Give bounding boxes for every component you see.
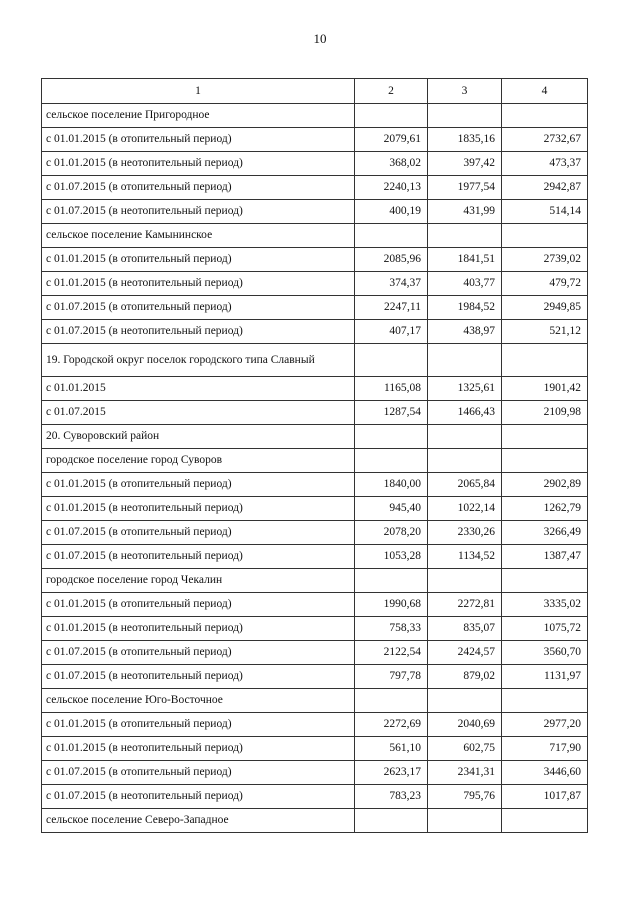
- section-label: городское поселение город Чекалин: [42, 569, 355, 593]
- value-cell-col3: 1835,16: [428, 128, 502, 152]
- value-cell-col2: 2272,69: [355, 713, 428, 737]
- table-row: [42, 761, 588, 785]
- empty-cell: [355, 224, 428, 248]
- table-row: [42, 713, 588, 737]
- value-cell-col2: 374,37: [355, 272, 428, 296]
- empty-cell: [502, 449, 588, 473]
- value-cell-col2: 1990,68: [355, 593, 428, 617]
- table-row: [42, 152, 588, 176]
- value-cell-col3: 1325,61: [428, 377, 502, 401]
- value-cell-col3: 795,76: [428, 785, 502, 809]
- table-header-row: [42, 79, 588, 104]
- value-cell-col4: 3560,70: [502, 641, 588, 665]
- row-label: с 01.01.2015 (в неотопительный период): [42, 497, 355, 521]
- value-cell-col4: 514,14: [502, 200, 588, 224]
- table-row: [42, 248, 588, 272]
- column-header: 1: [42, 79, 355, 104]
- value-cell-col4: 1017,87: [502, 785, 588, 809]
- column-header: 2: [355, 79, 428, 104]
- row-label: с 01.07.2015 (в неотопительный период): [42, 200, 355, 224]
- value-cell-col3: 2272,81: [428, 593, 502, 617]
- empty-cell: [428, 344, 502, 377]
- value-cell-col3: 2040,69: [428, 713, 502, 737]
- value-cell-col2: 368,02: [355, 152, 428, 176]
- row-label: с 01.01.2015: [42, 377, 355, 401]
- row-label: с 01.07.2015 (в отопительный период): [42, 296, 355, 320]
- table-section-row: [42, 449, 588, 473]
- empty-cell: [502, 224, 588, 248]
- section-label: 20. Суворовский район: [42, 425, 355, 449]
- value-cell-col2: 945,40: [355, 497, 428, 521]
- value-cell-col4: 479,72: [502, 272, 588, 296]
- table-row: [42, 401, 588, 425]
- table-section-row: [42, 425, 588, 449]
- table-row: [42, 737, 588, 761]
- table-body: [42, 79, 588, 833]
- value-cell-col2: 783,23: [355, 785, 428, 809]
- value-cell-col3: 835,07: [428, 617, 502, 641]
- value-cell-col4: 1387,47: [502, 545, 588, 569]
- table-row: [42, 128, 588, 152]
- table-row: [42, 617, 588, 641]
- table-row: [42, 473, 588, 497]
- value-cell-col4: 3335,02: [502, 593, 588, 617]
- empty-cell: [355, 449, 428, 473]
- value-cell-col3: 2341,31: [428, 761, 502, 785]
- empty-cell: [355, 809, 428, 833]
- value-cell-col3: 1977,54: [428, 176, 502, 200]
- table-section-row: [42, 689, 588, 713]
- column-header: 3: [428, 79, 502, 104]
- empty-cell: [428, 569, 502, 593]
- row-label: с 01.07.2015 (в отопительный период): [42, 521, 355, 545]
- value-cell-col2: 407,17: [355, 320, 428, 344]
- section-label: сельское поселение Юго-Восточное: [42, 689, 355, 713]
- value-cell-col4: 2109,98: [502, 401, 588, 425]
- row-label: с 01.01.2015 (в неотопительный период): [42, 737, 355, 761]
- table-row: [42, 296, 588, 320]
- empty-cell: [428, 224, 502, 248]
- tariff-table: [41, 78, 588, 833]
- row-label: с 01.07.2015 (в неотопительный период): [42, 545, 355, 569]
- table-row: [42, 320, 588, 344]
- value-cell-col4: 2949,85: [502, 296, 588, 320]
- empty-cell: [428, 689, 502, 713]
- table-row: [42, 641, 588, 665]
- value-cell-col4: 2732,67: [502, 128, 588, 152]
- table-row: [42, 497, 588, 521]
- empty-cell: [355, 689, 428, 713]
- row-label: с 01.07.2015 (в неотопительный период): [42, 665, 355, 689]
- value-cell-col2: 758,33: [355, 617, 428, 641]
- row-label: с 01.01.2015 (в отопительный период): [42, 593, 355, 617]
- value-cell-col4: 2942,87: [502, 176, 588, 200]
- section-label: сельское поселение Северо-Западное: [42, 809, 355, 833]
- table-section-row: [42, 809, 588, 833]
- value-cell-col4: 1131,97: [502, 665, 588, 689]
- empty-cell: [355, 104, 428, 128]
- value-cell-col2: 1840,00: [355, 473, 428, 497]
- empty-cell: [355, 425, 428, 449]
- section-label: сельское поселение Пригородное: [42, 104, 355, 128]
- value-cell-col2: 2240,13: [355, 176, 428, 200]
- empty-cell: [502, 689, 588, 713]
- value-cell-col4: 473,37: [502, 152, 588, 176]
- value-cell-col4: 3266,49: [502, 521, 588, 545]
- value-cell-col2: 2079,61: [355, 128, 428, 152]
- empty-cell: [502, 104, 588, 128]
- empty-cell: [355, 344, 428, 377]
- row-label: с 01.01.2015 (в отопительный период): [42, 128, 355, 152]
- row-label: с 01.01.2015 (в отопительный период): [42, 713, 355, 737]
- value-cell-col2: 2085,96: [355, 248, 428, 272]
- value-cell-col4: 1262,79: [502, 497, 588, 521]
- value-cell-col2: 1287,54: [355, 401, 428, 425]
- section-label: городское поселение город Суворов: [42, 449, 355, 473]
- value-cell-col2: 1165,08: [355, 377, 428, 401]
- table-section-row: [42, 224, 588, 248]
- section-label: 19. Городской округ поселок городского типа Славный: [42, 344, 355, 377]
- page-number: 10: [313, 31, 327, 46]
- value-cell-col2: 561,10: [355, 737, 428, 761]
- empty-cell: [502, 809, 588, 833]
- value-cell-col3: 397,42: [428, 152, 502, 176]
- table-row: [42, 521, 588, 545]
- value-cell-col2: 797,78: [355, 665, 428, 689]
- value-cell-col2: 2623,17: [355, 761, 428, 785]
- value-cell-col3: 879,02: [428, 665, 502, 689]
- value-cell-col4: 1075,72: [502, 617, 588, 641]
- value-cell-col3: 1022,14: [428, 497, 502, 521]
- value-cell-col2: 400,19: [355, 200, 428, 224]
- value-cell-col2: 2122,54: [355, 641, 428, 665]
- empty-cell: [355, 569, 428, 593]
- row-label: с 01.07.2015 (в неотопительный период): [42, 320, 355, 344]
- value-cell-col2: 1053,28: [355, 545, 428, 569]
- row-label: с 01.01.2015 (в отопительный период): [42, 248, 355, 272]
- row-label: с 01.01.2015 (в неотопительный период): [42, 272, 355, 296]
- value-cell-col4: 2739,02: [502, 248, 588, 272]
- row-label: с 01.01.2015 (в неотопительный период): [42, 617, 355, 641]
- value-cell-col3: 1984,52: [428, 296, 502, 320]
- row-label: с 01.07.2015 (в отопительный период): [42, 761, 355, 785]
- value-cell-col3: 1466,43: [428, 401, 502, 425]
- value-cell-col3: 2065,84: [428, 473, 502, 497]
- value-cell-col2: 2247,11: [355, 296, 428, 320]
- value-cell-col3: 438,97: [428, 320, 502, 344]
- value-cell-col3: 1841,51: [428, 248, 502, 272]
- row-label: с 01.07.2015: [42, 401, 355, 425]
- value-cell-col4: 2977,20: [502, 713, 588, 737]
- table-row: [42, 665, 588, 689]
- table-row: [42, 176, 588, 200]
- table-section-row: [42, 344, 588, 377]
- value-cell-col4: 521,12: [502, 320, 588, 344]
- empty-cell: [428, 104, 502, 128]
- table-section-row: [42, 104, 588, 128]
- row-label: с 01.01.2015 (в неотопительный период): [42, 152, 355, 176]
- row-label: с 01.07.2015 (в неотопительный период): [42, 785, 355, 809]
- row-label: с 01.07.2015 (в отопительный период): [42, 176, 355, 200]
- value-cell-col4: 2902,89: [502, 473, 588, 497]
- value-cell-col3: 431,99: [428, 200, 502, 224]
- value-cell-col3: 2330,26: [428, 521, 502, 545]
- empty-cell: [428, 425, 502, 449]
- value-cell-col3: 403,77: [428, 272, 502, 296]
- value-cell-col4: 1901,42: [502, 377, 588, 401]
- row-label: с 01.07.2015 (в отопительный период): [42, 641, 355, 665]
- empty-cell: [502, 569, 588, 593]
- column-header: 4: [502, 79, 588, 104]
- empty-cell: [428, 809, 502, 833]
- table-row: [42, 272, 588, 296]
- table-row: [42, 545, 588, 569]
- empty-cell: [502, 344, 588, 377]
- table-row: [42, 785, 588, 809]
- value-cell-col4: 3446,60: [502, 761, 588, 785]
- value-cell-col3: 1134,52: [428, 545, 502, 569]
- table-row: [42, 377, 588, 401]
- value-cell-col3: 602,75: [428, 737, 502, 761]
- row-label: с 01.01.2015 (в отопительный период): [42, 473, 355, 497]
- value-cell-col4: 717,90: [502, 737, 588, 761]
- table-section-row: [42, 569, 588, 593]
- value-cell-col3: 2424,57: [428, 641, 502, 665]
- table-row: [42, 593, 588, 617]
- value-cell-col2: 2078,20: [355, 521, 428, 545]
- section-label: сельское поселение Камынинское: [42, 224, 355, 248]
- empty-cell: [428, 449, 502, 473]
- empty-cell: [502, 425, 588, 449]
- table-row: [42, 200, 588, 224]
